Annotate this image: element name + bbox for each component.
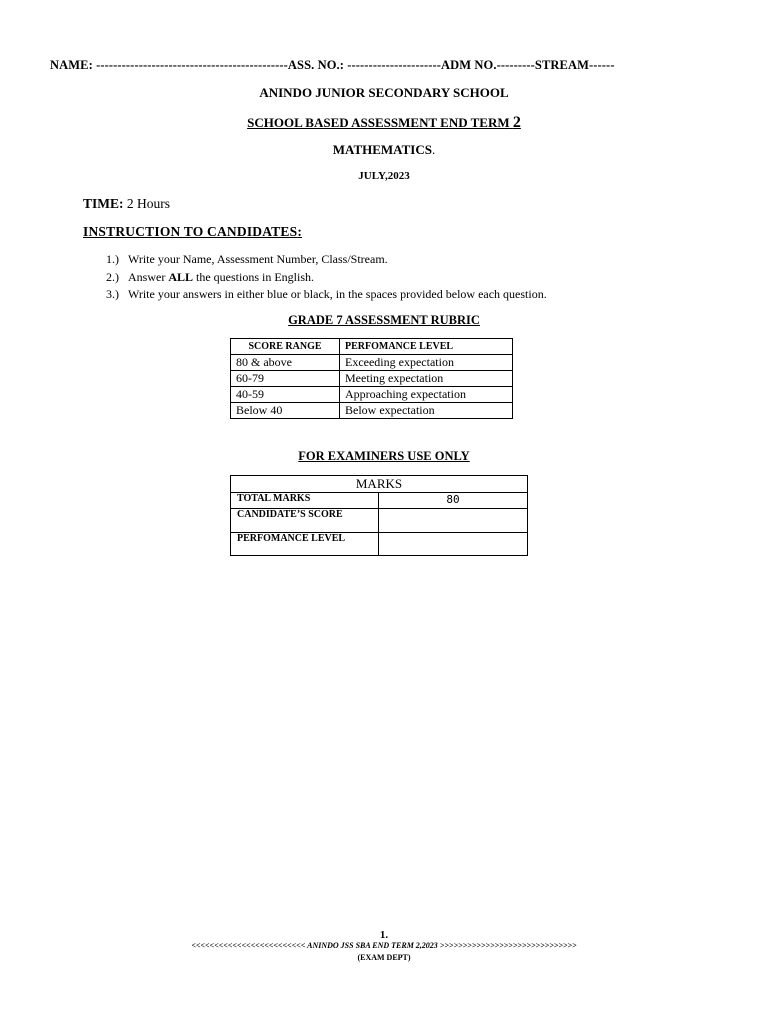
marks-header-row [231,476,528,493]
rubric-table [230,338,513,419]
rubric-col-score-range: SCORE RANGE [231,339,340,355]
instruction-text: Answer [128,269,169,284]
rubric-level-cell: Approaching expectation [340,387,513,403]
performance-level-field[interactable] [379,533,528,556]
candidate-score-label: CANDIDATE’S SCORE [231,509,379,533]
rubric-level-cell: Meeting expectation [340,371,513,387]
name-line: NAME: ---------------------------------------------ASS. NO.: ----------------------ADM NO.---------STREAM------ [50,58,615,72]
page-number: 1. [379,929,389,941]
rubric-level-cell: Exceeding expectation [340,355,513,371]
table-row [231,371,513,387]
time-line [83,196,170,212]
rubric-col-performance-level: PERFOMANCE LEVEL [340,339,513,355]
performance-level-label: PERFOMANCE LEVEL [231,533,379,556]
instruction-item [106,251,547,269]
marks-table [230,475,528,556]
school-name: ANINDO JUNIOR SECONDARY SCHOOL [259,85,509,100]
marks-header-text: MARKS [355,476,403,491]
table-row [231,493,528,509]
total-marks-label: TOTAL MARKS [231,493,379,509]
rubric-score-cell: 60-79 [231,371,340,387]
rubric-score-cell: Below 40 [231,403,340,419]
table-row [231,355,513,371]
subject-title [0,142,768,158]
rubric-header-row [231,339,513,355]
subject-suffix: . [431,142,436,157]
footer-line: <<<<<<<<<<<<<<<<<<<<<<<<< ANINDO JSS SBA END TERM 2,2023 >>>>>>>>>>>>>>>>>>>>>>>>>>>>>> [191,941,577,950]
instruction-number: 1.) [106,252,119,266]
instructions-list [106,251,547,304]
time-label: TIME: [83,196,124,211]
footer-dept: (EXAM DEPT) [357,953,411,962]
rubric-title: GRADE 7 ASSESSMENT RUBRIC [288,313,480,327]
marks-header [231,476,528,493]
assessment-title-text: SCHOOL BASED ASSESSMENT END TERM [247,115,510,130]
exam-date: JULY,2023 [358,170,410,182]
instructions-heading-suffix: : [297,224,303,239]
instruction-number: 2.) [106,269,119,284]
instruction-text: Write your answers in either blue or black, in the spaces provided below each question. [128,287,547,301]
rubric-level-cell: Below expectation [340,403,513,419]
assessment-title [0,114,768,132]
time-value: 2 Hours [126,196,170,211]
subject-name: MATHEMATICS [332,142,432,157]
rubric-score-cell: 80 & above [231,355,340,371]
instruction-text: Write your Name, Assessment Number, Class/Stream. [128,252,388,266]
instruction-emphasis: ALL [168,269,194,284]
total-marks-value: 80 [379,493,528,509]
table-row [231,533,528,556]
instruction-item [106,269,547,287]
table-row [231,403,513,419]
instruction-text-end: the questions in English. [193,269,315,284]
rubric-score-cell: 40-59 [231,387,340,403]
candidate-score-field[interactable] [379,509,528,533]
table-row [231,387,513,403]
instruction-item [106,286,547,304]
term-number: 2 [512,114,521,131]
examiners-title: FOR EXAMINERS USE ONLY [298,449,470,463]
instructions-heading [83,224,302,240]
table-row [231,509,528,533]
instructions-heading-text: INSTRUCTION TO CANDIDATES [83,224,298,239]
instruction-number: 3.) [106,287,119,301]
